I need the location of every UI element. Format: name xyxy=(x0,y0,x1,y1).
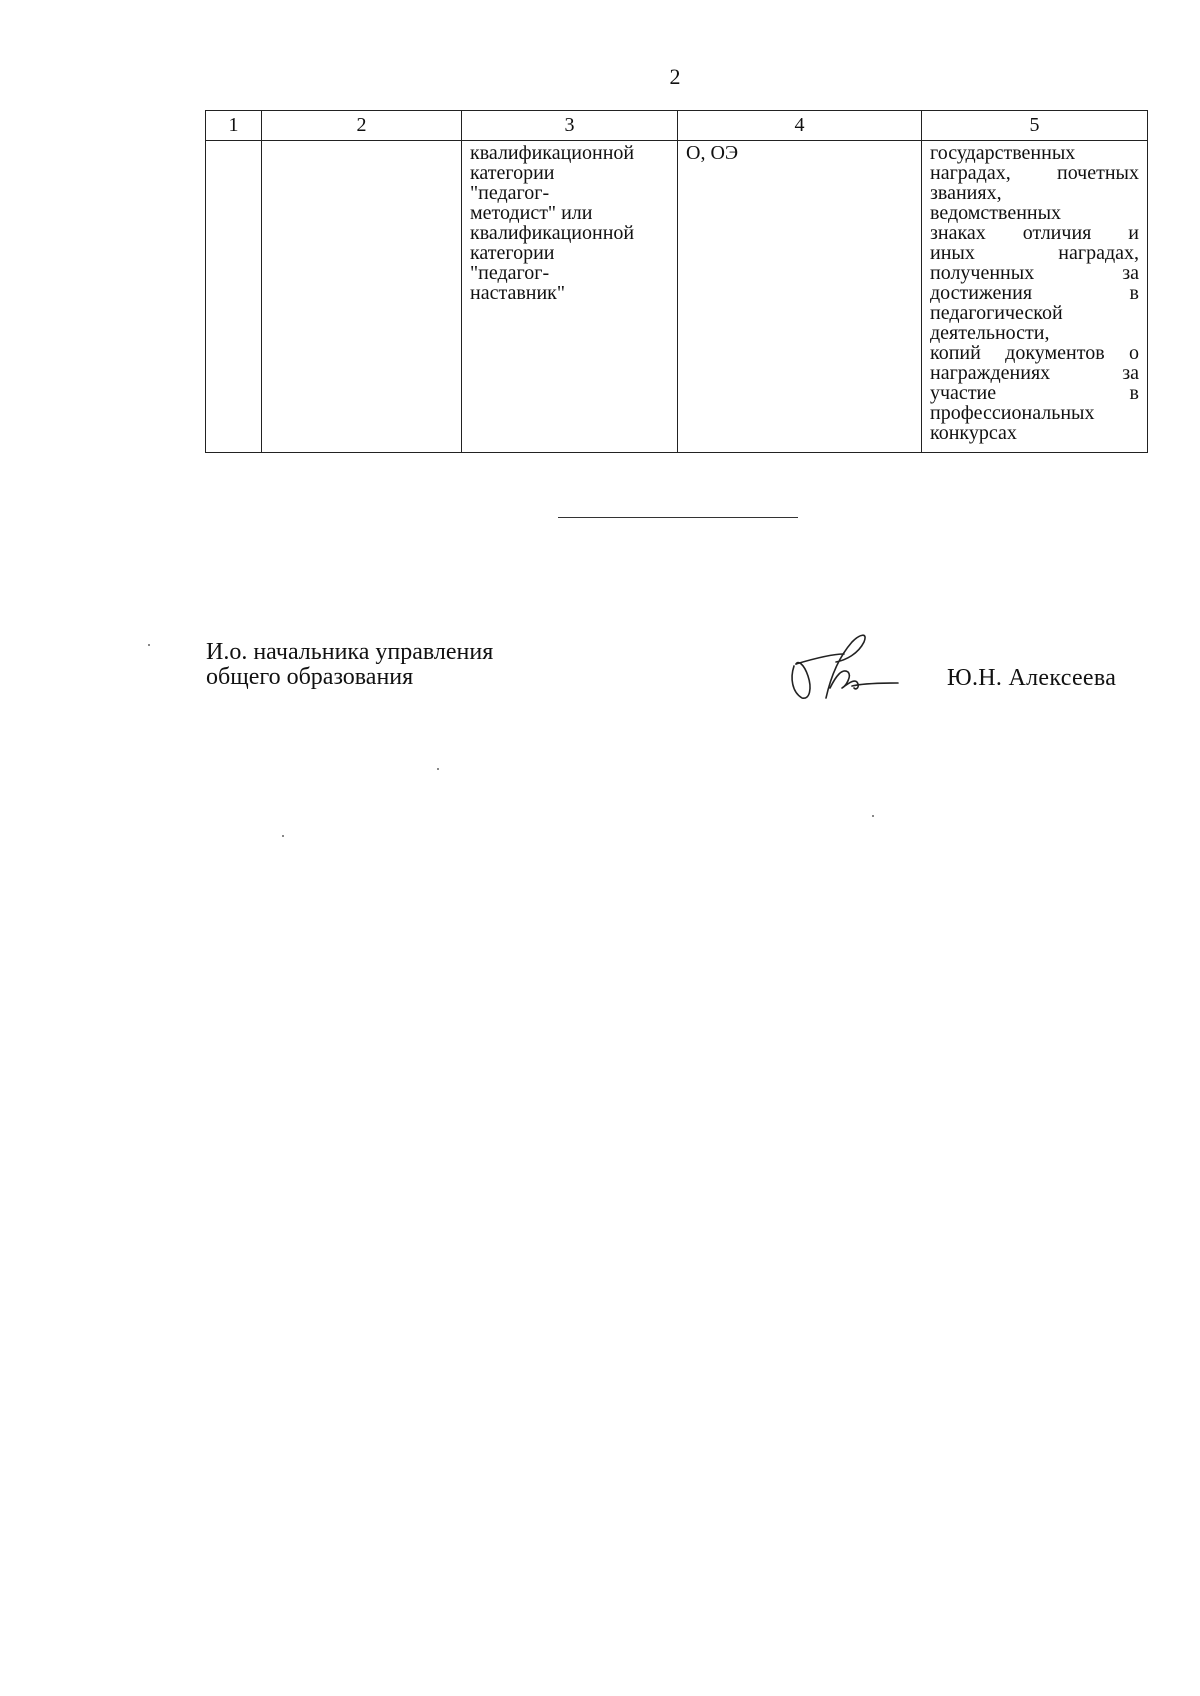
table-header-col-5: 5 xyxy=(922,111,1148,141)
table-row xyxy=(206,141,1148,453)
criteria-table xyxy=(205,110,1148,453)
table-header-col-3: 3 xyxy=(462,111,678,141)
col5-line: званиях, xyxy=(930,182,1002,204)
col5-line: ведомственных xyxy=(930,202,1062,224)
signer-title: И.о. начальника управления общего образования xyxy=(206,639,494,690)
table-header-row xyxy=(206,111,1148,141)
col5-line: полученных за xyxy=(930,262,1139,284)
page-number: 2 xyxy=(669,64,681,89)
col5-line: иных наградах, xyxy=(930,242,1139,264)
table-cell-col-1 xyxy=(206,141,262,453)
handwritten-signature xyxy=(786,628,906,708)
col5-line: конкурсах xyxy=(930,422,1017,444)
col5-line: копий документов о xyxy=(930,342,1139,364)
end-divider xyxy=(558,517,798,518)
col5-line: достижения в xyxy=(930,282,1139,304)
scan-speck xyxy=(437,768,439,770)
col5-line: деятельности, xyxy=(930,322,1050,344)
table-cell-col-5 xyxy=(922,141,1148,453)
col5-line: государственных xyxy=(930,142,1076,164)
scan-speck xyxy=(148,644,150,646)
table-header-col-4: 4 xyxy=(678,111,922,141)
col5-line: профессиональных xyxy=(930,402,1095,424)
signer-name: Ю.Н. Алексеева xyxy=(947,665,1117,691)
table-cell-col-4: О, ОЭ xyxy=(678,141,922,453)
scan-speck xyxy=(872,815,874,817)
scan-speck xyxy=(282,835,284,837)
table-header-col-1: 1 xyxy=(206,111,262,141)
col5-line: педагогической xyxy=(930,302,1063,324)
table-cell-col-2 xyxy=(262,141,462,453)
col5-line: знаках отличия и xyxy=(930,222,1139,244)
table-header-col-2: 2 xyxy=(262,111,462,141)
col5-line: наградах, почетных xyxy=(930,162,1139,184)
col5-line: награждениях за xyxy=(930,362,1139,384)
table-cell-col-3: квалификационной категории "педагог- методист" или квалификационной категории "педагог- наставник" xyxy=(462,141,678,453)
col5-line: участие в xyxy=(930,382,1139,404)
